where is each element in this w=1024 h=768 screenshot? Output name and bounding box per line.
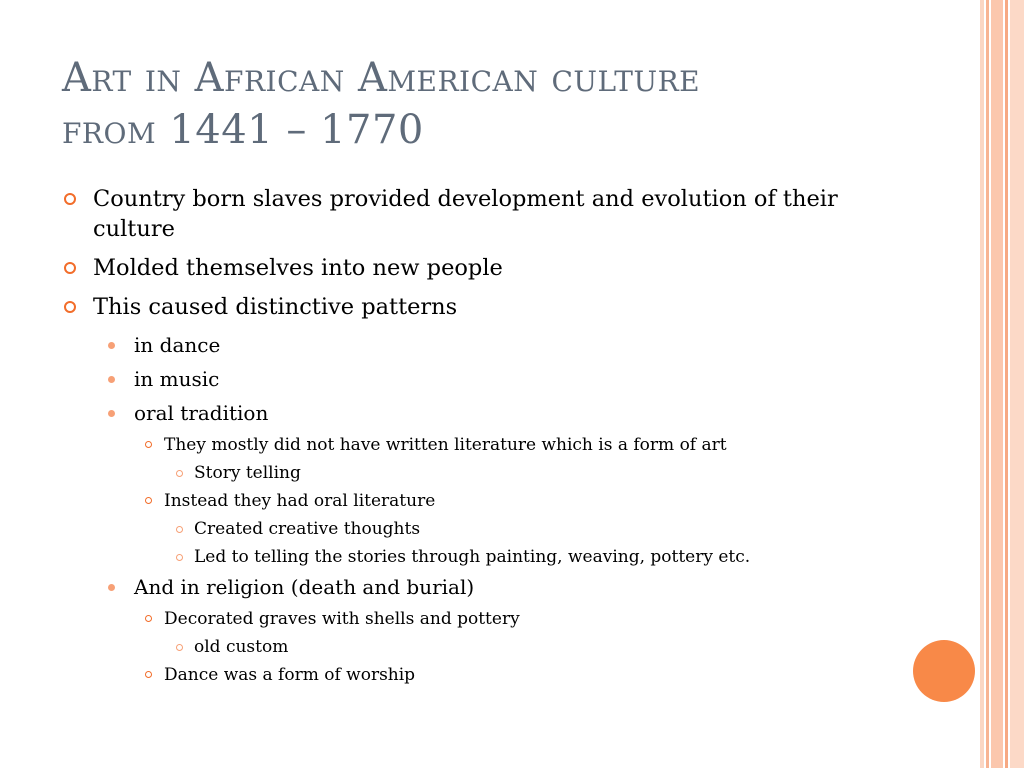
list-item xyxy=(64,517,924,541)
bullet-dot-icon xyxy=(108,342,115,349)
list-item-text: Country born slaves provided development and evolution of their culture xyxy=(93,186,838,242)
decorative-circle xyxy=(913,640,975,702)
bullet-ring-icon xyxy=(145,441,152,448)
list-item xyxy=(64,433,924,457)
bullet-ring-icon xyxy=(64,301,76,313)
list-item xyxy=(64,635,924,659)
bullet-dot-icon xyxy=(108,584,115,591)
list-item-text: oral tradition xyxy=(134,401,269,425)
list-item-text: Led to telling the stories through painting, weaving, pottery etc. xyxy=(194,547,751,567)
stripe-decoration xyxy=(1010,0,1024,768)
bullet-dot-icon xyxy=(108,410,115,417)
bullet-ring-icon xyxy=(64,193,76,205)
bullet-small-ring-icon xyxy=(176,470,183,477)
list-item xyxy=(64,292,924,322)
list-item xyxy=(64,573,924,601)
list-item-text: Decorated graves with shells and pottery xyxy=(164,609,520,629)
list-item xyxy=(64,365,924,393)
list-item-text: old custom xyxy=(194,637,289,657)
bullet-small-ring-icon xyxy=(176,526,183,533)
bullet-ring-icon xyxy=(145,497,152,504)
list-item-text: in dance xyxy=(134,333,221,357)
list-item xyxy=(64,253,924,283)
stripe-decoration xyxy=(991,0,1003,768)
list-item xyxy=(64,331,924,359)
list-item-text: Story telling xyxy=(194,463,301,483)
bullet-small-ring-icon xyxy=(176,644,183,651)
list-item xyxy=(64,607,924,631)
list-item-text: Instead they had oral literature xyxy=(164,491,436,511)
stripe-decoration xyxy=(1005,0,1008,768)
list-item-text: They mostly did not have written literature which is a form of art xyxy=(164,435,727,455)
list-item xyxy=(64,489,924,513)
list-item-text: in music xyxy=(134,367,220,391)
list-item xyxy=(64,461,924,485)
stripe-decoration xyxy=(980,0,984,768)
bullet-ring-icon xyxy=(145,615,152,622)
title-line-2: from 1441 – 1770 xyxy=(62,107,424,153)
bullet-ring-icon xyxy=(64,262,76,274)
bullet-dot-icon xyxy=(108,376,115,383)
list-item xyxy=(64,184,924,244)
bullet-ring-icon xyxy=(145,671,152,678)
list-item-text: Created creative thoughts xyxy=(194,519,421,539)
title-line-1: Art in African American culture xyxy=(62,55,701,101)
list-item-text: Molded themselves into new people xyxy=(93,255,503,281)
list-item xyxy=(64,545,924,569)
bullet-list xyxy=(64,184,924,691)
list-item-text: And in religion (death and burial) xyxy=(134,575,475,599)
list-item xyxy=(64,399,924,427)
bullet-small-ring-icon xyxy=(176,554,183,561)
list-item-text: Dance was a form of worship xyxy=(164,665,416,685)
list-item-text: This caused distinctive patterns xyxy=(93,294,458,320)
list-item xyxy=(64,663,924,687)
stripe-decoration xyxy=(986,0,989,768)
slide-title xyxy=(62,52,942,156)
